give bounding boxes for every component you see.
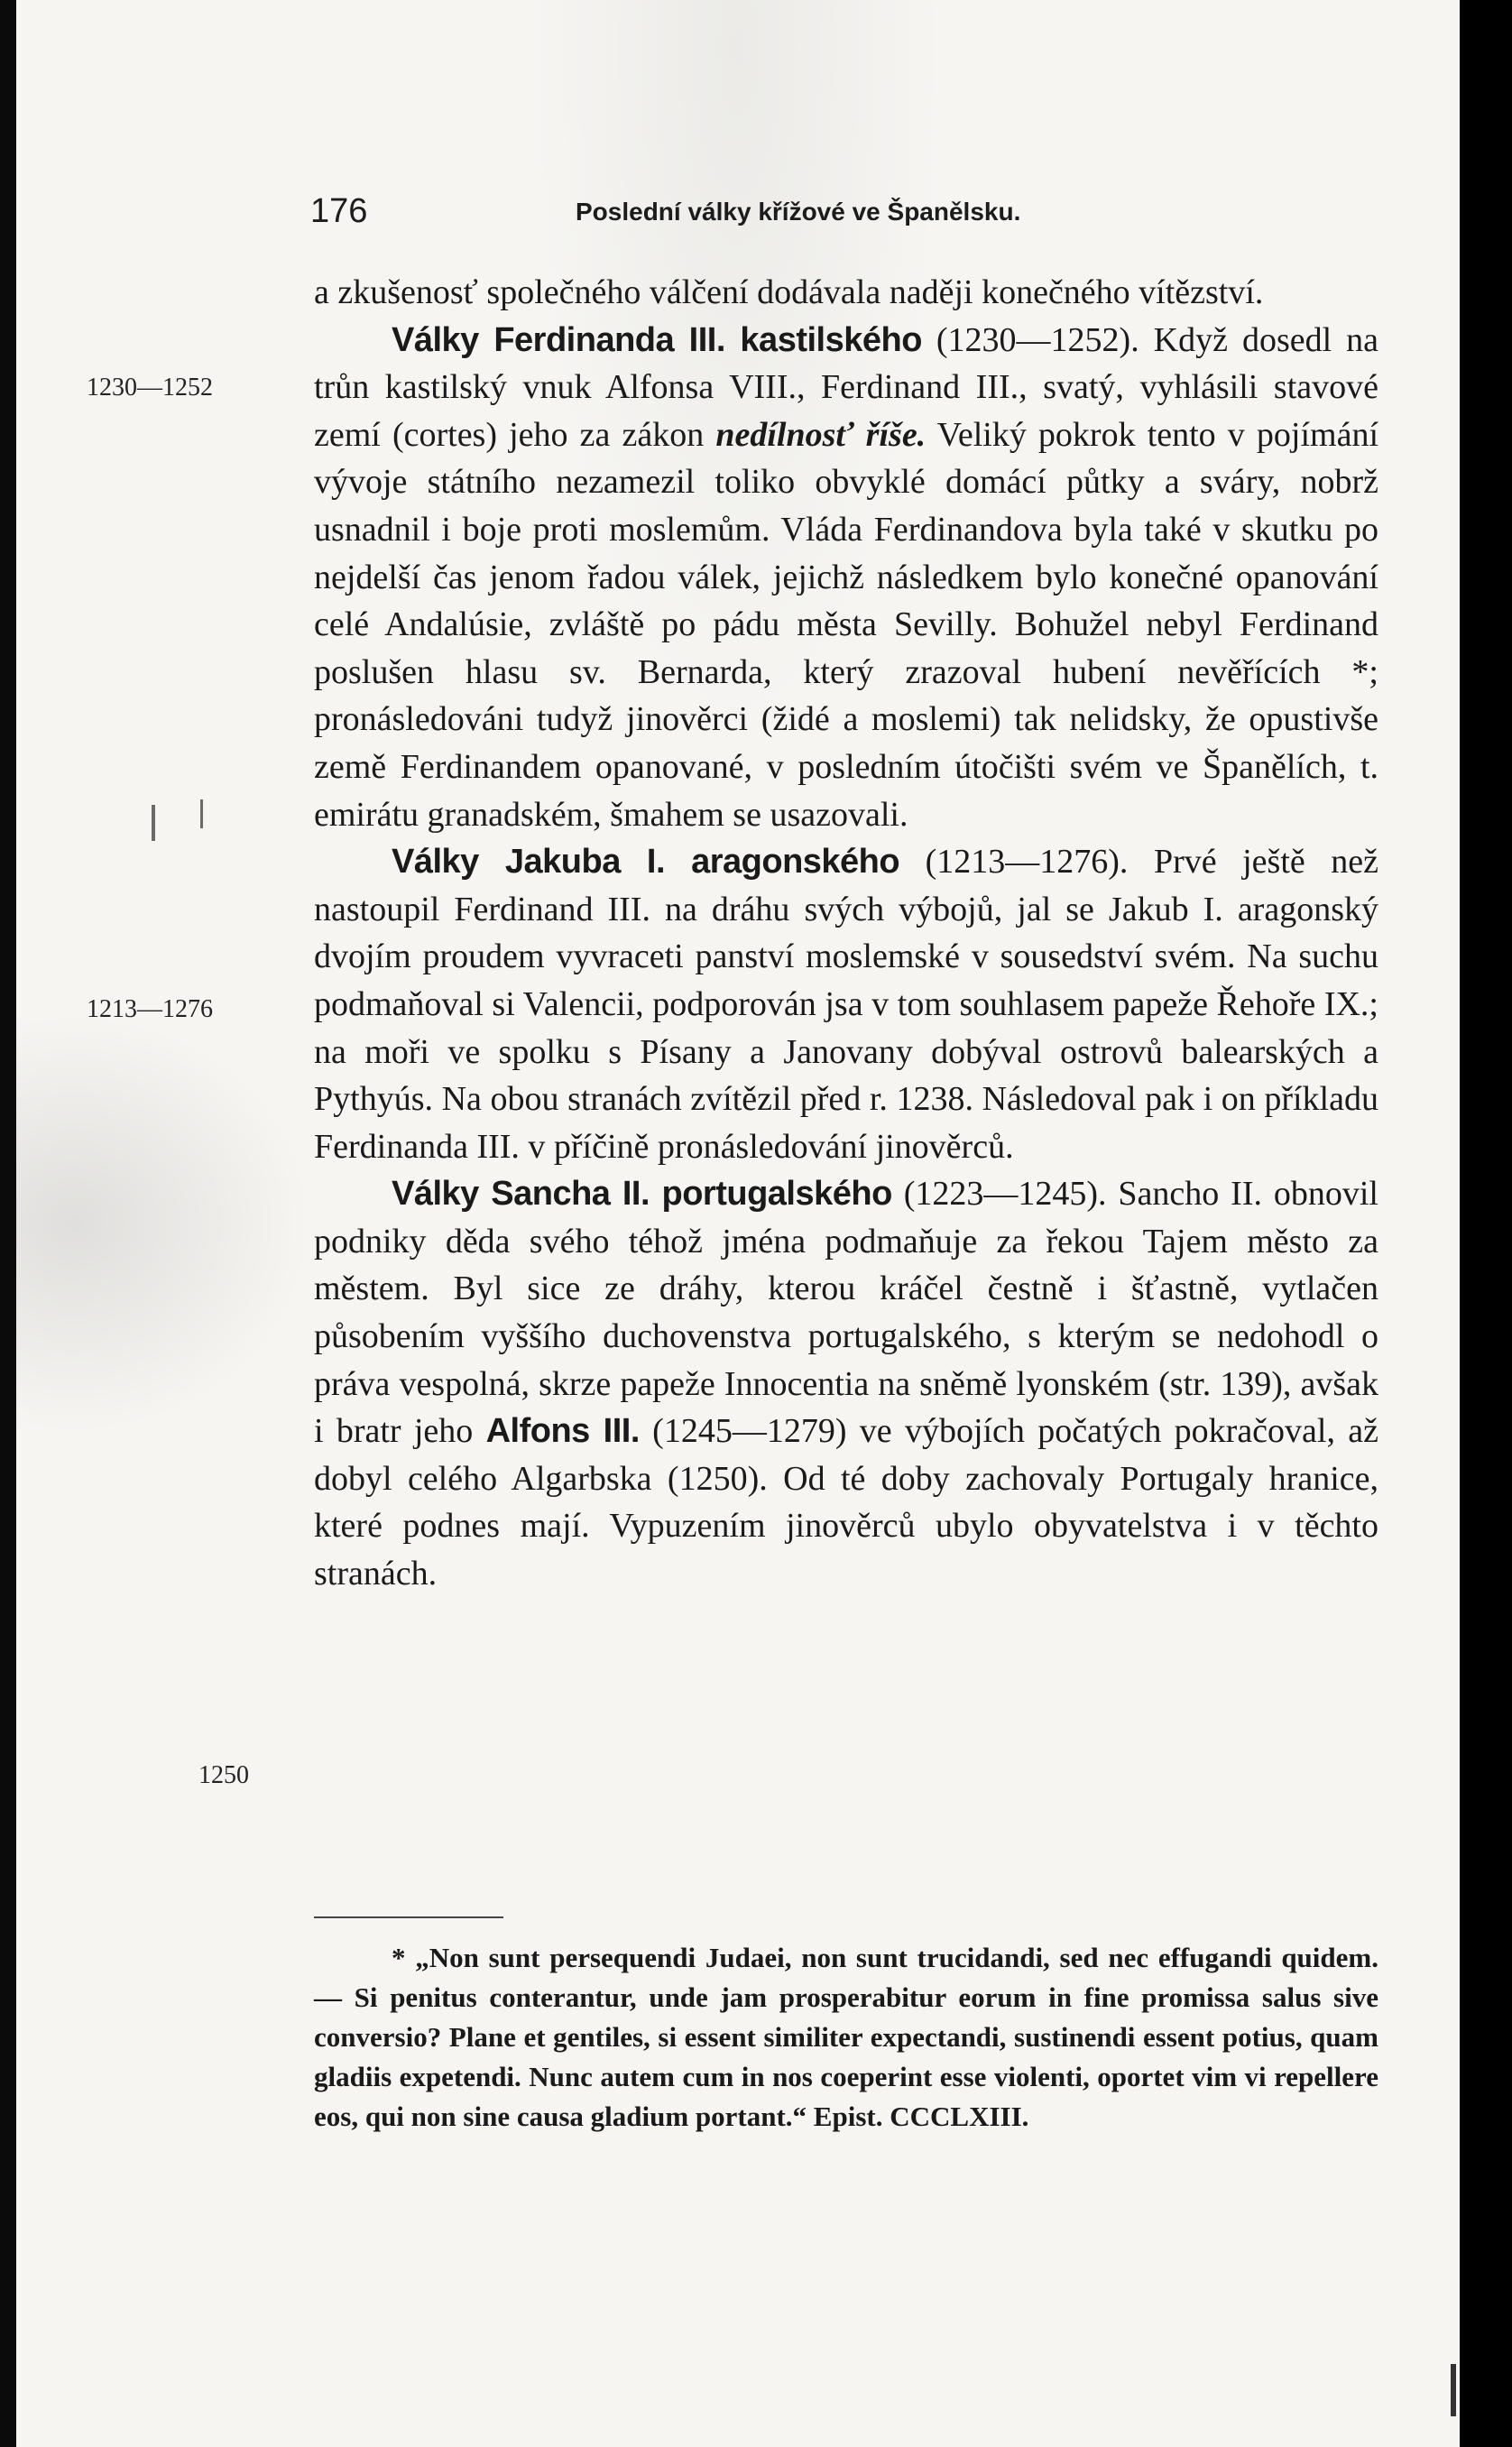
paragraph-intro-text: a zkušenosť společného válčení dodávala naději konečného vítězství. [314, 273, 1264, 311]
margin-note-years-jakub: 1213—1276 [87, 995, 213, 1023]
scan-dark-edge [1460, 0, 1512, 2447]
paragraph-sancho [314, 1170, 1378, 1597]
scan-artifact-mark [1451, 2364, 1456, 2416]
section-heading-sancho: Války Sancha II. portugalského [392, 1175, 892, 1214]
page-header [16, 192, 1460, 237]
emphasis-nedilnost: nedílnosť říše. [715, 415, 927, 454]
body-text [314, 269, 1378, 1598]
section-heading-jakub: Války Jakuba I. aragonského [392, 843, 900, 882]
paragraph-ferdinand-text-a: (1230—1252). Když dosedl na trůn kastilský vnuk Alfonsa VIII., Ferdinand III., svatý, vyhlásili stavové zemí (cortes) jeho za zákon [314, 320, 1378, 454]
paragraph-intro [314, 269, 1378, 317]
book-page [16, 0, 1460, 2447]
paragraph-ferdinand-text-b: Veliký pokrok tento v pojímání vývoje státního nezamezil toliko obvyklé domácí půtky a sváry, nobrž usnadnil i boje proti moslemům. Vláda Ferdinandova byla také v skutku po nejdelší čas jenom řadou válek, jejichž následkem bylo konečné opanování celé Andalúsie, zvláště po pádu města Sevilly. Bohužel nebyl Ferdinand poslušen hlasu sv. Bernarda, který zrazoval hubení nevěřících *; pronásledováni tudyž jinověrci (židé a moslemi) tak nelidsky, že opustivše země Ferdinandem opanované, v posledním útočišti svém ve Španělích, t. emirátu granadském, šmahem se usazovali. [314, 415, 1378, 834]
page-number: 176 [310, 192, 368, 230]
scan-artifact-mark [200, 799, 203, 828]
footnote-divider [314, 1916, 503, 1918]
margin-note-years-ferdinand: 1230—1252 [87, 374, 213, 402]
margin-note-year-1250: 1250 [198, 1761, 249, 1789]
paragraph-jakub [314, 838, 1378, 1170]
paragraph-jakub-text: (1213—1276). Prvé ještě než nastoupil Ferdinand III. na dráhu svých výbojů, jal se Jakub I. aragonský dvojím proudem vyvraceti panství moslemské v sousedství svém. Na suchu podmaňoval si Valencii, podporován jsa v tom souhlasem papeže Řehoře IX.; na moři ve spolku s Písany a Janovany dobýval ostrovů balearských a Pythyús. Na obou stranách zvítězil před r. 1238. Následoval pak i on příkladu Ferdinanda III. v příčině pronásledování jinověrců. [314, 843, 1378, 1166]
paragraph-ferdinand [314, 317, 1378, 839]
section-heading-ferdinand: Války Ferdinanda III. kastilského [392, 320, 922, 359]
paragraph-sancho-text-b: (1245—1279) ve výbojích počatých pokračoval, až dobyl celého Algarbska (1250). Od té doby zachovaly Portugaly hranice, které podnes mají. Vypuzením jinověrců ubylo obyvatelstva i v těchto stranách. [314, 1412, 1378, 1593]
footnote: * „Non sunt persequendi Judaei, non sunt trucidandi, sed nec effugandi quidem. — Si penitus conterantur, unde jam prosperabitur eorum in fine promissa salus sive conversio? Plane et gentiles, si essent similiter expectandi, sustinendi essent potius, quam gladiis expetendi. Nunc autem cum in nos coeperint esse violenti, oportet vim vi repellere eos, qui non sine causa gladium portant.“ Epist. CCCLXIII. [314, 1942, 1378, 2132]
scan-artifact-mark [152, 805, 155, 841]
running-title: Poslední války křížové ve Španělsku. [576, 198, 1021, 226]
paragraph-sancho-text-a: (1223—1245). Sancho II. obnovil podniky děda svého téhož jména podmaňuje za řekou Tajem město za městem. Byl sice ze dráhy, kterou kráčel čestně i šťastně, vytlačen působením vyššího duchovenstva portugalského, s kterým se nedohodl o práva vespolná, skrze papeže Innocentia na sněmě lyonském (str. 139), avšak i bratr jeho [314, 1175, 1378, 1451]
inline-heading-alfons: Alfons III. [485, 1412, 640, 1451]
